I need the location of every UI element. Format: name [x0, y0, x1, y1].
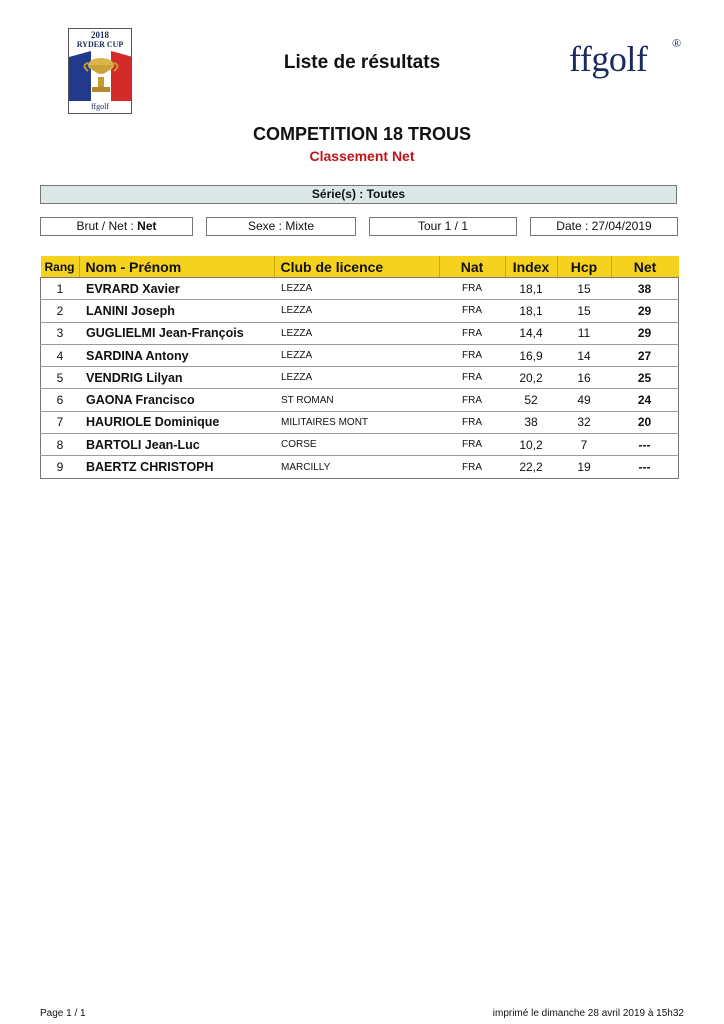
cell-nat: FRA [439, 278, 505, 300]
cell-rang: 8 [41, 434, 80, 456]
sexe-box: Sexe : Mixte [206, 217, 356, 236]
cell-nat: FRA [439, 434, 505, 456]
cell-hcp: 32 [557, 411, 611, 433]
results-table [40, 256, 679, 479]
page-title: Liste de résultats [283, 52, 441, 73]
cell-nat: FRA [439, 300, 505, 322]
table-row [41, 389, 679, 411]
table-row [41, 344, 679, 366]
cell-rang: 4 [41, 344, 80, 366]
cell-club: LEZZA [274, 300, 439, 322]
logo-text: RYDER CUP [76, 40, 124, 49]
cell-rang: 2 [41, 300, 80, 322]
table-row [41, 434, 679, 456]
cell-rang: 3 [41, 322, 80, 344]
brut-net-box [40, 217, 193, 236]
cell-hcp: 14 [557, 344, 611, 366]
cell-rang: 5 [41, 367, 80, 389]
cell-club: LEZZA [274, 278, 439, 300]
cell-club: LEZZA [274, 322, 439, 344]
cell-rang: 1 [41, 278, 80, 300]
cell-club: CORSE [274, 434, 439, 456]
cell-net: 24 [611, 389, 679, 411]
cell-club: ST ROMAN [274, 389, 439, 411]
cell-nat: FRA [439, 456, 505, 478]
cell-nom: EVRARD Xavier [79, 278, 274, 300]
table-row [41, 322, 679, 344]
cell-index: 38 [505, 411, 557, 433]
column-header-nom: Nom - Prénom [79, 256, 274, 278]
table-row [41, 300, 679, 322]
column-header-net: Net [611, 256, 679, 278]
cell-net: 38 [611, 278, 679, 300]
cell-index: 16,9 [505, 344, 557, 366]
cell-net: 29 [611, 322, 679, 344]
cell-index: 14,4 [505, 322, 557, 344]
cell-net: 25 [611, 367, 679, 389]
trophy-flag-icon [69, 51, 132, 101]
cell-nom: HAURIOLE Dominique [79, 411, 274, 433]
cell-hcp: 16 [557, 367, 611, 389]
cell-hcp: 7 [557, 434, 611, 456]
cell-nat: FRA [439, 411, 505, 433]
cell-net: 20 [611, 411, 679, 433]
cell-index: 18,1 [505, 278, 557, 300]
print-timestamp: imprimé le dimanche 28 avril 2019 à 15h32 [492, 1008, 684, 1019]
cell-nat: FRA [439, 322, 505, 344]
ryder-cup-logo [68, 28, 132, 114]
column-header-rang: Rang [41, 256, 80, 278]
cell-nat: FRA [439, 344, 505, 366]
ffgolf-logo [569, 36, 681, 80]
date-box: Date : 27/04/2019 [530, 217, 678, 236]
cell-nom: SARDINA Antony [79, 344, 274, 366]
logo-sub: ffgolf [90, 102, 110, 111]
cell-hcp: 11 [557, 322, 611, 344]
cell-club: MARCILLY [274, 456, 439, 478]
cell-hcp: 15 [557, 300, 611, 322]
logo-year: 2018 [91, 30, 109, 40]
competition-title: COMPETITION 18 TROUS [252, 124, 472, 144]
cell-club: LEZZA [274, 367, 439, 389]
table-header-row [41, 256, 679, 278]
cell-nom: LANINI Joseph [79, 300, 274, 322]
cell-nom: VENDRIG Lilyan [79, 367, 274, 389]
cell-net: --- [611, 434, 679, 456]
cell-nom: BARTOLI Jean-Luc [79, 434, 274, 456]
cell-club: LEZZA [274, 344, 439, 366]
cell-hcp: 15 [557, 278, 611, 300]
cell-nom: BAERTZ CHRISTOPH [79, 456, 274, 478]
cell-index: 20,2 [505, 367, 557, 389]
page-number: Page 1 / 1 [40, 1008, 86, 1019]
cell-club: MILITAIRES MONT [274, 411, 439, 433]
cell-nat: FRA [439, 389, 505, 411]
cell-net: 29 [611, 300, 679, 322]
brut-net-value: Net [137, 219, 157, 233]
registered-mark: ® [672, 36, 681, 50]
cell-index: 18,1 [505, 300, 557, 322]
table-row [41, 278, 679, 300]
column-header-index: Index [505, 256, 557, 278]
column-header-nat: Nat [439, 256, 505, 278]
cell-nom: GAONA Francisco [79, 389, 274, 411]
cell-index: 10,2 [505, 434, 557, 456]
cell-nat: FRA [439, 367, 505, 389]
tour-box: Tour 1 / 1 [369, 217, 517, 236]
table-row [41, 411, 679, 433]
table-row [41, 367, 679, 389]
column-header-club: Club de licence [274, 256, 439, 278]
series-bar: Série(s) : Toutes [40, 185, 677, 204]
cell-nom: GUGLIELMI Jean-François [79, 322, 274, 344]
cell-rang: 9 [41, 456, 80, 478]
cell-index: 52 [505, 389, 557, 411]
cell-index: 22,2 [505, 456, 557, 478]
cell-net: --- [611, 456, 679, 478]
cell-rang: 7 [41, 411, 80, 433]
competition-subtitle: Classement Net [309, 148, 415, 164]
table-row [41, 456, 679, 478]
cell-hcp: 19 [557, 456, 611, 478]
brut-net-label: Brut / Net : [76, 219, 134, 233]
cell-net: 27 [611, 344, 679, 366]
cell-hcp: 49 [557, 389, 611, 411]
cell-rang: 6 [41, 389, 80, 411]
brand-name: ffgolf [569, 39, 648, 79]
column-header-hcp: Hcp [557, 256, 611, 278]
